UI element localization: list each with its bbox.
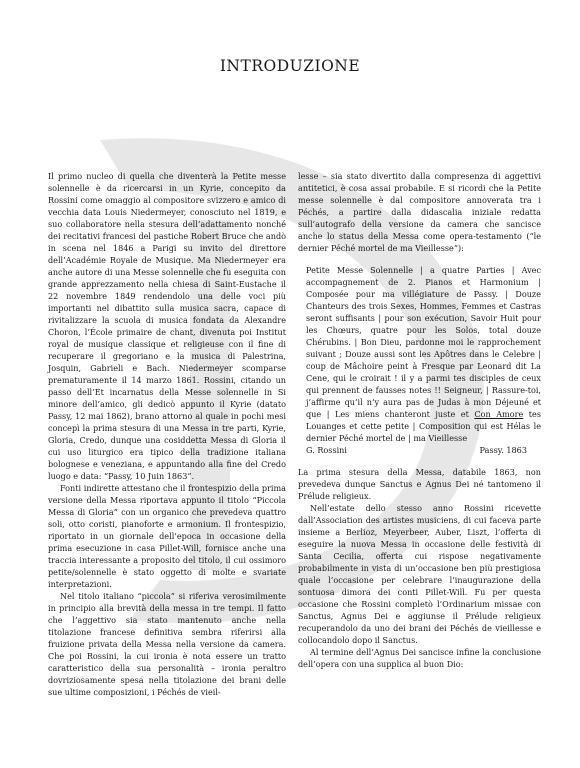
signature-line [306, 444, 541, 456]
paragraph: La prima stesura della Messa, databile 1863, non prevedeva dunque Sanctus e Agnus Dei né tantomeno il Prélude religieux. [298, 467, 541, 501]
right-column [298, 170, 541, 670]
quote-underlined-text: Con Amore [474, 409, 524, 419]
left-column [48, 170, 286, 698]
page-title: INTRODUZIONE [219, 57, 361, 75]
paragraph: Fonti indirette attestano che il frontespizio della prima versione della Messa riportava appunto il titolo “Piccola Messa di Gloria” con un organico che prevedeva quattro soli, otto coristi, pianoforte e armonium. Il frontespizio, riportato in un giornale dell’epoca in occasione della prima esecuzione in casa Pillet-Will, fornisce anche una traccia interessante a proposito del titolo, il cui ossimoro petite/solennelle è stato oggetto di molte e svariate interpretazioni. [48, 483, 286, 589]
paragraph: Al termine dell’Agnus Dei sancisce infine la conclusione dell’opera con una supplica al buon Dio: [298, 647, 541, 669]
quote-text: Petite Messe Solennelle | a quatre Parties | Avec accompagnement de 2. Pianos et Harmonium | Composée pour ma villégiature de Passy. | Douze Chanteurs des trois Sexes, Hommes, Femmes et Castras seront suffisants | pour son exécution, Savoir Huit pour les Chœurs, quatre pour les Solos, total douze Chérubins. | Bon Dieu, pardonne moi le rapprochement suivant ; Douze aussi sont les Apôtres dans le Celebre | coup de Mâchoire peint à Fresque par Leonard dit La Cene, qui le croirait ! il y a parmi tes disciples de ceux qui prennent de fausses notes !! Seigneur, | Rassure-toi, j’affirme qu’il n’y aura pas de Judas à mon Déjeuné et que | Les miens chanteront juste et [306, 265, 541, 419]
paragraph: lesse – sia stato divertito dalla compresenza di aggettivi antitetici, è cosa assai probabile. E si ricordi che la Petite messe solennelle è dal compositore annoverata tra i Péchés, a partire dalla didascalia iniziale redatta sull’autografo della versione da camera che sancisce anche lo status della Messa come opera-testamento (“le dernier Péché mortel de ma Vieillesse”): [298, 171, 541, 253]
block-quote [306, 264, 541, 456]
signature-place-date: Passy. 1863 [479, 445, 527, 455]
quote-text: tes Louanges et cette petite | Composition qui est Hélas le dernier Péché mortel de | ma Vieillesse [306, 409, 541, 443]
signature-name: G. Rossini [306, 445, 347, 455]
paragraph: Nell’estate dello stesso anno Rossini ricevette dall’Association des artistes musiciens, di cui faceva parte insieme a Berlioz, Meyerbeer, Auber, Liszt, l’offerta di eseguire la nuova Messa in occasione delle festività di Santa Cecilia, offerta cui rispose negativamente probabilmente in vista di un’occasione ben più prestigiosa quale l’occasione per celebrare l’inaugurazione della sontuosa dimora dei conti Pillet-Will. Fu per questa occasione che Rossini completò l’Ordinarium missae con Sanctus, Agnus Dei e aggiunse il Prélude religieux recuperandolo da uno dei brani dei Péchés de vieillesse e collocandolo dopo il Sanctus. [298, 503, 541, 645]
paragraph: Il primo nucleo di quella che diventerà la Petite messe solennelle è da ricercarsi in un Kyrie, concepito da Rossini come omaggio al compositore svizzero e amico di vecchia data Louis Niedermeyer, conosciuto nel 1819, e suo collaboratore nella stesura dell’adattamento nonché dei recitativi francesi del pastiche Robert Bruce che andò in scena nel 1846 a Parigi su invito del direttore dell’Académie Royale de Musique. Ma Niedermeyer era anche autore di una Messe solennelle che fu eseguita con grande apprezzamento nella chiesa di Saint-Eustache il 22 novembre 1849 rendendolo una delle voci più importanti nel dibattito sulla musica sacra, capace di rivitalizzare la scuola di musica fondata da Alexandre Choron, l’École primaire de chant, divenuta poi Institut royal de musique classique et religieuse con il fine di recuperare il gregoriano e la musica di Palestrina, Josquin, Gabrieli e Bach. Niedermeyer scomparse prematuramente il 14 marzo 1861. Rossini, citando un passo dell’Et incarnatus della Messe solennelle in Si minore dell’amico, gli dedicò appunto il Kyrie (datato Passy, 12 mai 1862), brano attorno al quale in pochi mesi concepì la prima stesura di una Messa in tre parti, Kyrie, Gloria, Credo, dunque una cosiddetta Messa di Gloria il cui uso liturgico era tipico della tradizione italiana bolognese e veneziana, e appuntando alla fine del Credo luogo e data: “Passy, 10 Juin 1863”. [48, 171, 286, 481]
paragraph: Nel titolo italiano “piccola” si riferiva verosimilmente in principio alla brevità della messa in tre tempi. Il fatto che l’aggettivo sia stato mantenuto anche nella titolazione francese definitiva sembra riferirsi alla fruizione privata della Messa nella versione da camera. Che poi Rossini, la cui ironia è nota essere un tratto caratteristico della sua personalità – ironia peraltro dovriziosamente spesa nella titolazione dei brani delle sue ultime composizioni, i Péchés de vieil- [48, 591, 286, 697]
